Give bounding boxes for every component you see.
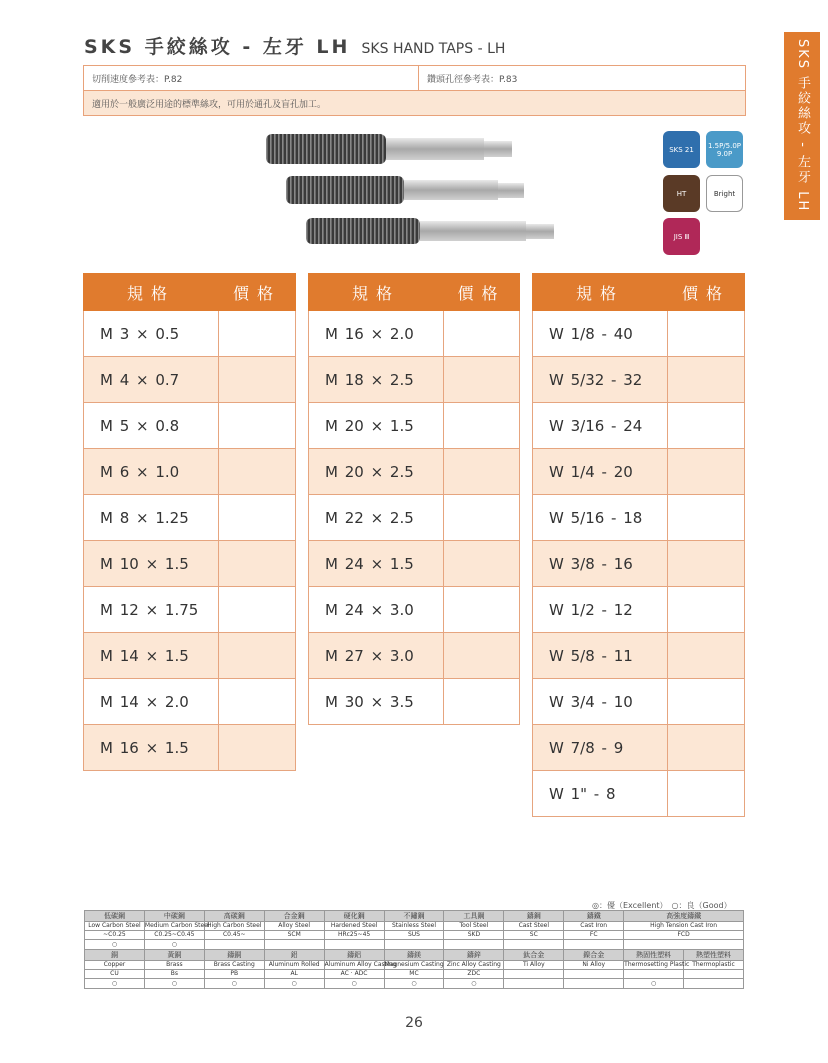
hand-taps-photo <box>262 128 562 256</box>
material-cell: 鑄鋼 <box>504 911 564 922</box>
table-row <box>309 679 520 725</box>
badge-ht: HT <box>663 175 700 212</box>
tap-2 <box>286 176 524 204</box>
material-cell: Tool Steel <box>444 922 504 931</box>
price-cell <box>444 679 520 725</box>
material-cell <box>624 970 684 979</box>
material-cell: SUS <box>384 931 444 940</box>
material-cell: AL <box>264 970 324 979</box>
price-header: 價格 <box>219 274 296 311</box>
table-row <box>84 495 296 541</box>
material-cell: 鑄銅 <box>204 950 264 961</box>
badge-jis: JIS Ⅲ <box>663 218 700 255</box>
material-cell: ○ <box>144 940 204 950</box>
material-cell: 高碳鋼 <box>204 911 264 922</box>
material-cell: Brass Casting <box>204 961 264 970</box>
speed-ref: 切削速度參考表：P.82 <box>84 66 419 90</box>
material-cell: Brass <box>144 961 204 970</box>
material-cell: ○ <box>204 979 264 989</box>
price-cell <box>219 495 296 541</box>
material-cell: Aluminum Alloy Casting <box>324 961 397 968</box>
spec-cell: W 1/4 - 20 <box>533 449 668 495</box>
material-cell: Thermoplastic <box>684 961 744 970</box>
material-cell: 熱固性塑料 <box>624 950 684 961</box>
spec-cell: M 27 × 3.0 <box>309 633 444 679</box>
material-cell <box>384 940 444 950</box>
spec-cell: W 3/8 - 16 <box>533 541 668 587</box>
material-cell <box>684 970 744 979</box>
material-cell: ~C0.25 <box>85 931 145 940</box>
material-cell: ○ <box>444 979 504 989</box>
spec-cell: M 20 × 2.5 <box>309 449 444 495</box>
price-cell <box>444 541 520 587</box>
material-cell: Hardened Steel <box>324 922 384 931</box>
spec-header: 規格 <box>309 274 444 311</box>
side-tab: SKS 手絞絲攻 - 左牙 LH <box>784 32 820 220</box>
material-cell <box>444 940 504 950</box>
material-row <box>85 961 744 970</box>
material-cell: 低碳鋼 <box>85 911 145 922</box>
table-row <box>84 357 296 403</box>
price-cell <box>444 403 520 449</box>
page-title <box>84 32 505 59</box>
table-row <box>309 311 520 357</box>
material-cell: 熱塑性塑料 <box>684 950 744 961</box>
material-cell: Ni Alloy <box>564 961 624 970</box>
spec-cell: M 4 × 0.7 <box>84 357 219 403</box>
material-cell: Bs <box>144 970 204 979</box>
spec-cell: M 14 × 1.5 <box>84 633 219 679</box>
spec-cell: W 1/2 - 12 <box>533 587 668 633</box>
price-cell <box>219 633 296 679</box>
table-row <box>533 633 745 679</box>
material-cell <box>564 979 624 989</box>
price-cell <box>444 587 520 633</box>
material-row <box>85 911 744 922</box>
material-cell: 合金鋼 <box>264 911 324 922</box>
material-cell: FC <box>564 931 624 940</box>
material-cell: ○ <box>85 979 145 989</box>
page-number: 26 <box>405 1015 423 1031</box>
material-cell: FCD <box>624 931 744 940</box>
badge-bright: Bright <box>706 175 743 212</box>
table-row <box>533 541 745 587</box>
material-cell <box>504 970 564 979</box>
price-cell <box>219 449 296 495</box>
price-cell <box>668 725 745 771</box>
price-cell <box>219 403 296 449</box>
price-cell <box>219 587 296 633</box>
material-cell: 銅 <box>85 950 145 961</box>
spec-cell: M 10 × 1.5 <box>84 541 219 587</box>
spec-cell: M 8 × 1.25 <box>84 495 219 541</box>
spec-cell: M 6 × 1.0 <box>84 449 219 495</box>
price-header: 價格 <box>668 274 745 311</box>
table-row <box>309 357 520 403</box>
material-cell <box>204 940 264 950</box>
table-row <box>533 495 745 541</box>
material-row <box>85 950 744 961</box>
material-cell: Thermosetting Plastic <box>624 961 690 968</box>
price-cell <box>668 311 745 357</box>
spec-cell: M 5 × 0.8 <box>84 403 219 449</box>
spec-header: 規格 <box>84 274 219 311</box>
table-row <box>84 403 296 449</box>
material-cell <box>564 970 624 979</box>
spec-cell: W 7/8 - 9 <box>533 725 668 771</box>
price-cell <box>444 495 520 541</box>
material-cell: 工具鋼 <box>444 911 504 922</box>
material-cell: AC · ADC <box>324 970 384 979</box>
material-cell: Stainless Steel <box>384 922 444 931</box>
title-main: SKS 手絞絲攻 - 左牙 LH <box>84 36 351 58</box>
table-row <box>84 449 296 495</box>
material-cell: MC <box>384 970 444 979</box>
table-row <box>84 679 296 725</box>
material-cell <box>684 979 744 989</box>
table-row <box>533 449 745 495</box>
spec-cell: W 5/32 - 32 <box>533 357 668 403</box>
material-cell: ○ <box>324 979 384 989</box>
material-cell: 鈦合金 <box>504 950 564 961</box>
material-cell: 硬化鋼 <box>324 911 384 922</box>
material-cell: C0.45~ <box>204 931 264 940</box>
table-row <box>533 679 745 725</box>
price-cell <box>219 311 296 357</box>
material-row <box>85 970 744 979</box>
material-cell: CU <box>85 970 145 979</box>
material-cell: Medium Carbon Steel <box>144 922 210 929</box>
spec-cell: W 5/16 - 18 <box>533 495 668 541</box>
table-row <box>84 633 296 679</box>
material-cell: Cast Iron <box>564 922 624 931</box>
material-cell: ○ <box>624 979 684 989</box>
drill-ref: 鑽頭孔徑參考表：P.83 <box>427 74 518 85</box>
material-cell: PB <box>204 970 264 979</box>
price-cell <box>444 357 520 403</box>
price-cell <box>668 633 745 679</box>
spec-table-1 <box>83 273 296 771</box>
material-cell: 鑄鎂 <box>384 950 444 961</box>
table-row <box>533 357 745 403</box>
price-cell <box>219 541 296 587</box>
info-box <box>83 65 746 116</box>
spec-cell: M 14 × 2.0 <box>84 679 219 725</box>
material-cell: 鎳合金 <box>564 950 624 961</box>
spec-cell: M 24 × 1.5 <box>309 541 444 587</box>
material-cell: 鑄鐵 <box>564 911 624 922</box>
price-cell <box>444 633 520 679</box>
table-row <box>84 311 296 357</box>
price-cell <box>668 587 745 633</box>
spec-cell: W 1/8 - 40 <box>533 311 668 357</box>
price-cell <box>219 357 296 403</box>
table-row <box>309 495 520 541</box>
table-row <box>533 771 745 817</box>
spec-cell: M 22 × 2.5 <box>309 495 444 541</box>
price-cell <box>668 357 745 403</box>
table-row <box>533 311 745 357</box>
price-cell <box>668 679 745 725</box>
material-row <box>85 979 744 989</box>
spec-cell: M 16 × 2.0 <box>309 311 444 357</box>
suitability-legend: ◎：優（Excellent） ○：良（Good） <box>592 901 732 910</box>
price-cell <box>668 403 745 449</box>
material-cell: ○ <box>144 979 204 989</box>
table-row <box>533 587 745 633</box>
material-cell: 不鏽鋼 <box>384 911 444 922</box>
table-row <box>533 403 745 449</box>
material-cell: SCM <box>264 931 324 940</box>
spec-cell: W 3/4 - 10 <box>533 679 668 725</box>
material-cell: Magnesium Casting <box>384 961 444 968</box>
material-cell: HRc25~45 <box>324 931 384 940</box>
table-row <box>84 725 296 771</box>
material-cell: ○ <box>264 979 324 989</box>
material-cell: Copper <box>85 961 145 970</box>
spec-cell: M 30 × 3.5 <box>309 679 444 725</box>
spec-cell: W 5/8 - 11 <box>533 633 668 679</box>
material-cell <box>564 940 624 950</box>
material-cell <box>324 940 384 950</box>
table-row <box>84 541 296 587</box>
tap-3 <box>306 218 554 244</box>
material-cell: Zinc Alloy Casting <box>444 961 504 970</box>
price-cell <box>668 495 745 541</box>
usage-note: 適用於一般廣泛用途的標準絲攻，可用於通孔及盲孔加工。 <box>84 91 745 115</box>
table-row <box>533 725 745 771</box>
price-cell <box>219 725 296 771</box>
tap-1 <box>266 134 512 164</box>
badge-pitch: 1.5P/5.0P 9.0P <box>706 131 743 168</box>
table-row <box>309 449 520 495</box>
material-table <box>84 910 744 989</box>
material-cell: High Carbon Steel <box>204 922 264 931</box>
price-cell <box>219 679 296 725</box>
material-cell: 鑄鋅 <box>444 950 504 961</box>
table-row <box>309 587 520 633</box>
price-cell <box>444 449 520 495</box>
spec-cell: M 12 × 1.75 <box>84 587 219 633</box>
material-cell: High Tension Cast Iron <box>624 922 744 931</box>
material-cell <box>264 940 324 950</box>
spec-cell: W 1" - 8 <box>533 771 668 817</box>
material-cell <box>504 979 564 989</box>
badge-sks21: SKS 21 <box>663 131 700 168</box>
material-cell: SC <box>504 931 564 940</box>
price-cell <box>668 541 745 587</box>
spec-cell: M 3 × 0.5 <box>84 311 219 357</box>
material-cell: Low Carbon Steel <box>85 922 145 931</box>
price-cell <box>668 771 745 817</box>
material-cell: C0.25~C0.45 <box>144 931 204 940</box>
material-cell: Alloy Steel <box>264 922 324 931</box>
table-row <box>309 403 520 449</box>
material-cell: ○ <box>384 979 444 989</box>
spec-cell: W 3/16 - 24 <box>533 403 668 449</box>
spec-table-3 <box>532 273 745 817</box>
material-cell: 鑄鋁 <box>324 950 384 961</box>
material-cell: SKD <box>444 931 504 940</box>
spec-header: 規格 <box>533 274 668 311</box>
material-cell: 中碳鋼 <box>144 911 204 922</box>
price-cell <box>444 311 520 357</box>
material-row <box>85 940 744 950</box>
spec-cell: M 18 × 2.5 <box>309 357 444 403</box>
material-cell: ZDC <box>444 970 504 979</box>
material-cell: 黃銅 <box>144 950 204 961</box>
price-cell <box>668 449 745 495</box>
spec-table-2 <box>308 273 520 725</box>
spec-cell: M 16 × 1.5 <box>84 725 219 771</box>
table-row <box>309 541 520 587</box>
price-header: 價格 <box>444 274 520 311</box>
table-row <box>309 633 520 679</box>
material-cell: 鋁 <box>264 950 324 961</box>
material-cell <box>624 940 744 950</box>
table-row <box>84 587 296 633</box>
spec-cell: M 20 × 1.5 <box>309 403 444 449</box>
title-sub: SKS HAND TAPS - LH <box>361 41 506 57</box>
material-cell: Cast Steel <box>504 922 564 931</box>
material-cell: 高強度鑄鐵 <box>624 911 744 922</box>
material-cell <box>504 940 564 950</box>
material-cell: Aluminum Rolled <box>264 961 324 970</box>
material-row <box>85 931 744 940</box>
spec-cell: M 24 × 3.0 <box>309 587 444 633</box>
material-cell: ○ <box>85 940 145 950</box>
material-cell: Ti Alloy <box>504 961 564 970</box>
material-row <box>85 922 744 931</box>
